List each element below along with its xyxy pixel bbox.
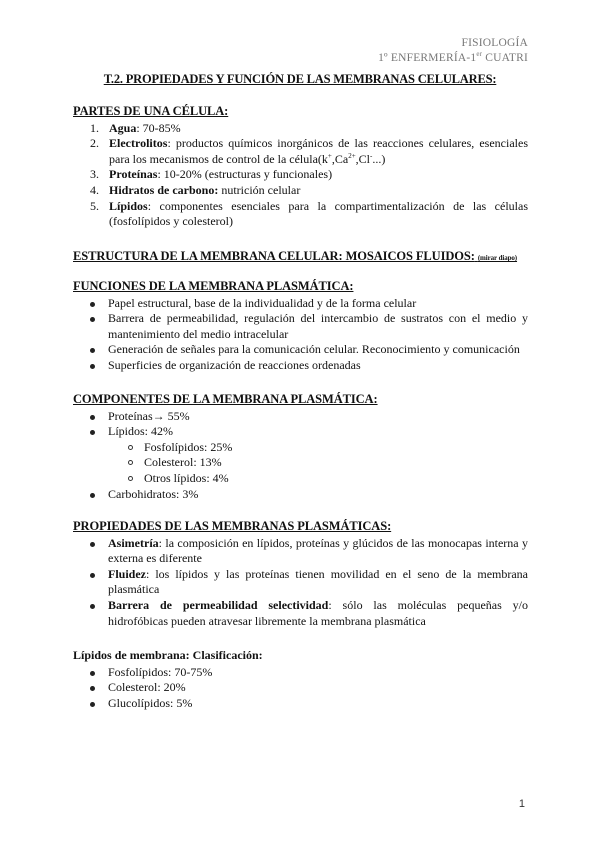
list-item: Proteínas→ 55% xyxy=(73,409,528,425)
list-item: Colesterol: 13% xyxy=(73,455,528,471)
propiedades-list xyxy=(73,536,528,630)
bullet-icon xyxy=(90,686,95,691)
bullet-icon xyxy=(90,493,95,498)
list-item: Glucolípidos: 5% xyxy=(73,696,528,712)
list-item: Fosfolípidos: 70-75% xyxy=(73,665,528,681)
lipidos-sublist xyxy=(73,440,528,487)
funciones-list xyxy=(73,296,528,374)
bullet-icon xyxy=(90,542,95,547)
list-item: Barrera de permeabilidad selectividad: sólo las moléculas pequeñas y/o hidrofóbicas pueden atravesar libremente la membrana plasmática xyxy=(73,598,528,629)
list-item: Colesterol: 20% xyxy=(73,680,528,696)
header-course: 1º ENFERMERÍA-1er CUATRI xyxy=(378,50,528,64)
section-lipidos-membrana xyxy=(73,648,528,711)
section-funciones xyxy=(73,279,528,374)
estructura-note: (mirar diapo) xyxy=(477,254,518,262)
list-item: 3. Proteínas: 10-20% (estructuras y funcionales) xyxy=(90,167,333,182)
list-item: 1. Agua: 70-85% xyxy=(90,120,181,135)
list-item: Asimetría: la composición en lípidos, proteínas y glúcidos de las monocapas interna y externa es diferente xyxy=(73,536,528,567)
page-header xyxy=(378,36,528,66)
header-subject: FISIOLOGÍA xyxy=(461,37,528,49)
section-estructura xyxy=(73,249,528,267)
bullet-icon xyxy=(90,415,95,420)
section-componentes xyxy=(73,392,528,502)
circle-bullet-icon xyxy=(128,460,133,465)
bullet-icon xyxy=(90,671,95,676)
lipidos-membrana-list xyxy=(73,665,528,712)
list-item: Lípidos: 42% Fosfolípidos: 25% Colesterol: 13% Otros lípidos: 4% xyxy=(73,424,528,486)
list-item: Superficies de organización de reacciones ordenadas xyxy=(73,358,528,374)
list-item: Carbohidratos: 3% xyxy=(73,487,528,503)
section-heading-estructura: ESTRUCTURA DE LA MEMBRANA CELULAR: MOSAICOS FLUIDOS: (mirar diapo) xyxy=(73,249,518,263)
circle-bullet-icon xyxy=(128,476,133,481)
document-title: T.2. PROPIEDADES Y FUNCIÓN DE LAS MEMBRANAS CELULARES: xyxy=(103,72,497,86)
page-number: 1 xyxy=(518,798,525,810)
list-item: 4. Hidratos de carbono: nutrición celular xyxy=(90,182,301,197)
circle-bullet-icon xyxy=(128,445,133,450)
section-heading-propiedades: PROPIEDADES DE LAS MEMBRANAS PLASMÁTICAS: xyxy=(73,519,392,533)
bullet-icon xyxy=(90,364,95,369)
bullet-icon xyxy=(90,604,95,609)
list-item: 2. Electrolitos: productos químicos inorgánicos de las reacciones celulares, esenciales para los mecanismos de control de la $célula(k^+,Ca^{2+},Cl^-...)$ xyxy=(90,136,528,166)
section-heading-lipidos: Lípidos de membrana: Clasificación: xyxy=(73,648,263,662)
list-item: 5. Lípidos: componentes esenciales para la compartimentalización de las células (fosfolípidos y colesterol) xyxy=(90,198,528,229)
section-heading-componentes: COMPONENTES DE LA MEMBRANA PLASMÁTICA: xyxy=(73,392,378,406)
list-item: Papel estructural, base de la individualidad y de la forma celular xyxy=(73,296,528,312)
list-item: Barrera de permeabilidad, regulación del intercambio de sustratos con el medio y mantenimiento del medio intracelular xyxy=(73,311,528,342)
bullet-icon xyxy=(90,573,95,578)
list-item: Otros lípidos: 4% xyxy=(73,471,528,487)
section-propiedades xyxy=(73,519,528,629)
list-item: Fluidez: los lípidos y las proteínas tienen movilidad en el seno de la membrana plasmática xyxy=(73,567,528,598)
bullet-icon xyxy=(90,302,95,307)
bullet-icon xyxy=(90,317,95,322)
section-partes xyxy=(73,104,528,230)
list-item: Generación de señales para la comunicación celular. Reconocimiento y comunicación xyxy=(73,342,528,358)
componentes-list xyxy=(73,409,528,503)
section-heading-partes: PARTES DE UNA CÉLULA: xyxy=(73,104,229,118)
list-item: Fosfolípidos: 25% xyxy=(73,440,528,456)
section-heading-funciones: FUNCIONES DE LA MEMBRANA PLASMÁTICA: xyxy=(73,279,354,293)
bullet-icon xyxy=(90,430,95,435)
bullet-icon xyxy=(90,348,95,353)
partes-list xyxy=(73,121,528,230)
bullet-icon xyxy=(90,702,95,707)
